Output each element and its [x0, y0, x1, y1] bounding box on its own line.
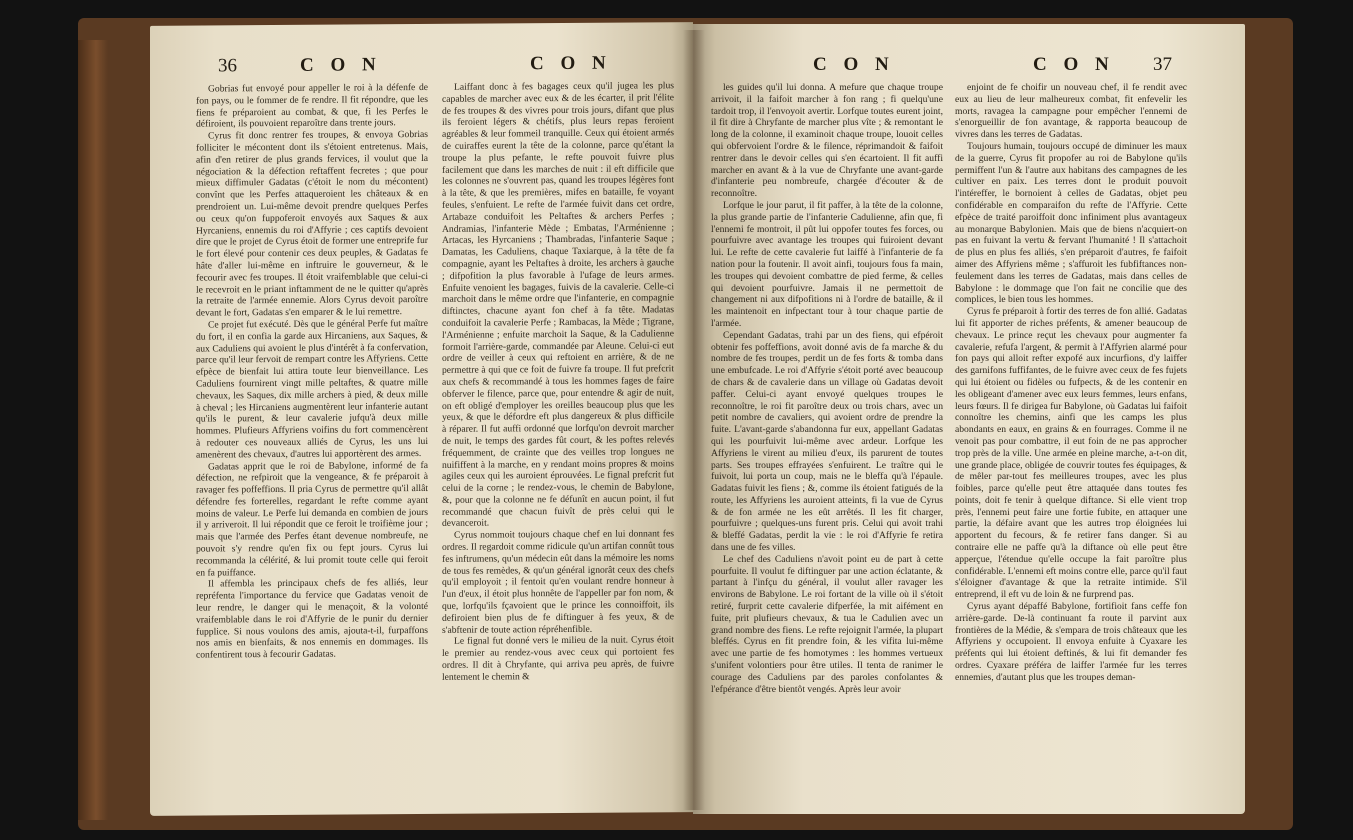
right-page-column-2 — [955, 82, 1187, 802]
left-page-column-2 — [442, 80, 674, 802]
paragraph: Gadatas apprit que le roi de Babylone, informé de fa défection, ne refpiroit que la vengeance, & fe préparoit à ravager fes poffeffions. Il pria Cyrus de permettre qu'il allât défendre fes forterelles, regardant le refte comme ayant moins de valeur. Le Perfe lui demanda en combien de jours il y arriveroit. Il lui répondit que ce feroit le troifième jour ; mais que l'armée des Perfes étant devenue nombreufe, ne pouvoit s'y rendre qu'en fix ou fept jours. Cyrus lui recommanda la célérité, & lui promit toute celle qui feroit en fa puiffance. — [196, 459, 428, 579]
left-page — [150, 22, 693, 816]
paragraph: Cyrus nommoit toujours chaque chef en lui donnant fes ordres. Il regardoit comme ridicule qu'un artifan connût tous fes inftrumens, qu'un médecin eût dans la mémoire les noms de tous fes remèdes, & qu'un général ignorât ceux des chefs qu'il employoit ; il fentoit qu'en voulant rendre honneur à l'un d'eux, il étoit plus honnête de l'appeller par fon nom, & que, lorfqu'ils fçavoient que le prince les connoiffoit, ils defiroient bien plus de fe diftinguer à fes yeux, & de s'abftenir de toute action répréhenfible. — [442, 528, 674, 636]
paragraph: les guides qu'il lui donna. A mefure que chaque troupe arrivoit, il la faifoit marcher à fon rang ; fi quelqu'une tardoit trop, il l'envoyoit avertir. Lorfque toutes eurent joint, il fit dire à Chryfante de marcher plus vîte ; & remontant le long de la colonne, il examinoit chaque troupe, louoit celles qui obfervoient l'ordre & le filence, réprimandoit & faifoit rentrer dans le devoir celles qui s'en écartoient. Il fit auffi marcher en avant & à la vue de Chryfante une avant-garde d'infanterie peu nombreufe, chargée d'écouter & de reconnoître. — [711, 82, 943, 200]
right-page — [693, 24, 1245, 814]
paragraph: Laiffant donc à fes bagages ceux qu'il jugea les plus capables de marcher avec eux & de les écarter, il prit l'élite de fes troupes & des vivres pour trois jours, difant que plus ils feroient légers & chétifs, plus leurs repas feroient agréables & leur fommeil tranquille. Ceux qui étoient armés de cuiraffes eurent la tête de la colonne, parce qu'étant la troupe la plus pefante, le refte pouvoit fuivre plus facilement que dans les marches de nuit : il eft difficile que les colonnes ne s'ouvrent pas, quand les troupes légères font à la tête, & que les premières, mifes en bataille, fe voyant feules, s'enfuient. Le refte de l'armée fuivit dans cet ordre, Artabaze conduifoit les Peltaftes & archers Perfes ; Andramias, l'infanterie Mède ; Embatas, l'Arménienne ; Artacas, les Hyrcaniens ; Thambradas, l'infanterie Saque ; Damatas, les Caduliens, chaque Taxiarque, à la tête de fa compagnie, ayant les Peltaftes à droite, les archers à gauche ; difpofition la plus favorable à l'ufage de leurs armes. Enfuite venoient les bagages, fuivis de la cavalerie. Celle-ci marchoit dans le même ordre que l'infanterie, en compagnie diftinctes, chacune ayant fon chef à fa tête. Madatas conduifoit la cavalerie Perfe ; Rambacas, la Mède ; Tigrane, l'Arménienne ; enfuite marchoit la Saque, & la Cadulienne formoit l'arrière-garde, commandée par Aleune. Celui-ci eut ordre de veiller à ceux qui reftoient en arrière, & de ne permettre à qui que ce foit de fuivre fa troupe. Il fut prefcrit aux chefs & recommandé à tous les hommes fages de faire obferver le filence, parce que, pour entendre & agir de nuit, on eft obligé d'employer les oreilles beaucoup plus que les yeux, & que le défordre eft plus dangereux & plus difficile à réparer. Il fut auffi ordonné que lorfqu'on devroit marcher de nuit, le temps des gardes fût court, & les poftes relevés fréquemment, de crainte que des veilles trop longues ne nuififfent à la marche, en y rendant moins propres & moins agiles ceux qui les auroient éprouvées. Le fignal prefcrit fut celui de la corne ; le rendez-vous, le chemin de Babylone, &, pour que la colonne ne fe défunît en aucun point, il fut recommandé que chacun fuivît de près celui qui le devanceroit. — [442, 80, 674, 530]
paragraph: Lorfque le jour parut, il fit paffer, à la tête de la colonne, la plus grande partie de l'infanterie Cadulienne, afin que, fi l'ennemi fe montroit, il pût lui oppofer toutes fes forces, ou pourfuivre avec avantage les troupes qui fuiroient devant lui. Le refte de cette cavalerie fut laiffé à l'infanterie de fa nation pour la foutenir. Il avoit ainfi, toujours fous fa main, les troupes qui devoient combattre de pied ferme, & celles qui devoient pourfuivre. Jamais il ne permettoit de changement ni aux difpofitions ni à l'ordre de bataille, & il les maintenoit en infpectant tour à tour chaque partie de l'armée. — [711, 199, 943, 329]
running-head-right-1: C O N — [813, 54, 895, 75]
book-edge — [78, 40, 108, 820]
paragraph: Cependant Gadatas, trahi par un des fiens, qui efpéroit obtenir fes poffeffions, avoit donné avis de fa marche & du nombre de fes troupes, perdit un de fes forts & tomba dans une embufcade. Le roi d'Affyrie s'étoit porté avec beaucoup de chars & de cavalerie dans un village où Gadatas devoit paffer. Celui-ci ayant envoyé quelques troupes le reconnoître, le roi fit paroître deux ou trois chars, avec un petit nombre de cavaliers, qui avoient ordre de prendre la fuite. L'avant-garde s'abandonna fur eux, appellant Gadatas qui les pourfuivit lui-même avec ardeur. Lorfque les Affyriens le virent au milieu d'eux, ils parurent de toutes parts. Ses troupes effrayées s'enfuirent. Le traître qui le fuivoit, lui porta un coup, mais ne le bleffa qu'à l'épaule. Gadatas fuivit les fiens ; &, comme ils étoient fatigués de la route, les Affyriens les auroient atteints, fi la vue de Cyrus & de fon armée ne les eût arrêtés. Il les fit charger, pourfuivre ; quelques-uns furent pris. Celui qui avoit trahi & bleffé Gadatas, perdit la vie : le roi d'Affyrie fe retira dans une de fes villes. — [711, 329, 943, 554]
paragraph: Le fignal fut donné vers le milieu de la nuit. Cyrus étoit le premier au rendez-vous avec ceux qui portoient fes ordres. Il dit à Chryfante, qui arriva peu après, de fuivre lentement le chemin & — [442, 634, 674, 683]
paragraph: Gobrias fut envoyé pour appeller le roi à la défenfe de fon pays, ou le fommer de fe rendre. Il fit répondre, que les fiens fe préparoient au combat, & que, fi les Perfes le défiroient, ils pouvoient reparoître dans trente jours. — [196, 81, 428, 130]
right-page-column-1 — [711, 82, 943, 802]
page-number-right: 37 — [1153, 54, 1172, 75]
running-head-left-2: C O N — [530, 52, 612, 75]
paragraph: Il affembla les principaux chefs de fes alliés, leur repréfenta l'importance du fervice que Gadatas venoit de leur rendre, le danger qui le menaçoit, & la volonté vraifemblable dans le roi d'Affyrie de le punir du dernier fupplice. Si nous voulons des amis, ajouta-t-il, furpaffons nos amis en bienfaits, & nos ennemis en dommages. Ils confentirent tous à fecourir Gadatas. — [196, 577, 428, 661]
paragraph: Le chef des Caduliens n'avoit point eu de part à cette pourfuite. Il voulut fe diftinguer par une action éclatante, & partant à l'infçu du général, il voulut aller ravager les environs de Babylone. Le roi fortant de la ville où il s'étoit retiré, furprit cette cavalerie difperfée, la mit aifément en fuite, prit plufieurs chevaux, & tua le Cadulien avec un grand nombre des fiens. Le refte rejoignit l'armée, la plupart bleffés. Cyrus en fit prendre foin, & les vifita lui-même avec une partie de fes homotymes : les hommes vertueux s'unifent volontiers pour être utiles. Il tenta de ranimer le courage des Caduliens par des paroles confolantes & l'efpérance d'être bientôt vengés. Après leur avoir — [711, 553, 943, 695]
left-page-column-1 — [196, 82, 428, 804]
paragraph: enjoint de fe choifir un nouveau chef, il fe rendit avec eux au lieu de leur malheureux combat, fit enfevelir les morts, ravagea la campagne pour empêcher l'ennemi de s'enorgueillir de fon avantage, & rapporta beaucoup de vivres dans les terres de Gadatas. — [955, 82, 1187, 141]
paragraph: Toujours humain, toujours occupé de diminuer les maux de la guerre, Cyrus fit propofer au roi de Babylone qu'ils permiffent l'un & l'autre aux habitans des campagnes de les cultiver en paix. Les terres dont le produit pouvoit l'intéreffer, le bornoient à celles de Gadatas, objet peu confidérable en comparaifon du refte de l'Affyrie. Cette efpèce de traité paroiffoit donc infiniment plus avantageux au monarque Babylonien. Mais que de biens n'acquiert-on pas en fuivant la vertu & fervant l'humanité ! Il s'attachoit de plus en plus fes alliés, s'en préparoit d'autres, fe faifoit aimer des Affyriens même ; s'affuroit les fubfiftances non-feulement dans les terres de Gadatas, mais dans celles de Babylone : le dommage que l'on fait ne concilie que des complices, le bien tous les hommes. — [955, 140, 1187, 306]
paragraph: Cyrus fit donc rentrer fes troupes, & envoya Gobrias folliciter le mécontent dont ils s'étoient entretenus. Mais, afin d'en retirer de plus grands fervices, il voulut que la négociation & la défection reftaffent fecretes ; que pour mieux diffimuler Gadatas (c'étoit le nom du mécontent) convînt que les Perfes attaqueroient les châteaux & en prendroient un. Lui-même devoit prendre quelques Perfes ou ceux qu'on fuppoferoit envoyés aux Saques & aux Hyrcaniens, ennemis du roi d'Affyrie ; ces captifs devoient dire que le projet de Cyrus étoit de former une entreprife fur le fort élevé pour contenir ces deux peuples, & Gadatas fe hâte d'aller lui-même en inftruire le gouverneur, & le fecourir avec fes troupes. Il étoit vraifemblable que celui-ci le recevroit en le priant inftamment de ne le quitter qu'après la retraite de l'armée ennemie. Alors Cyrus devoit paroître devant le fort, Gadatas s'en emparer & le lui remettre. — [196, 129, 428, 319]
paragraph: Cyrus fe préparoit à fortir des terres de fon allié. Gadatas lui fit apporter de riches préfents, & amener beaucoup de chevaux. Le prince reçut les chevaux pour augmenter fa cavalerie, refufa l'argent, & permit à l'Affyrien alarmé pour fon pays qui alloit refter expofé aux incurfions, d'y laiffer des garnifons fuffifantes, de le fuivre avec ceux de fes fujets qui lui étoient ou fidèles ou fufpects, & de les contenir en les obligeant d'amener avec eux leurs femmes, leurs enfans, leurs fœurs. Il fe dirigea fur Babylone, où Gadatas lui faifoit connoître les chemins, ainfi que les camps les plus abondants en eaux, en grains & en fourrages. Comme il ne venoit pas pour combattre, il eut foin de ne pas approcher trop près de la ville. Une armée en pleine marche, a-t-on dit, une grande place, obligée de couvrir toutes fes équipages, & de mêler par-tout fes meilleures troupes, avec les plus foibles, parce qu'elle peut être attaquée dans toutes fes points, doit fe tenir à quelque diftance. Si elle vient trop près, l'ennemi peut faire une fortie fubite, en attaquer une partie, la défaire avant que les autres trop éloignées lui apportent du fecours, & fe retirer fans danger. Si au contraire elle ne paffe qu'à la diftance où elle peut être apperçue, l'étendue qu'elle occupe la fait paroître plus confidérable. L'ennemi eft moins contre elle, parce qu'il faut s'éloigner d'avantage & que la retraite intimide. S'il entreprend, il eft vu de loin & ne furprend pas. — [955, 306, 1187, 601]
paragraph: Cyrus ayant dépaffé Babylone, fortifioit fans ceffe fon arrière-garde. De-là continuant fa route il parvint aux frontières de la Médie, & s'empara de trois châteaux que les Affyriens y occupoient. Il envoya enfuite à Cyaxare les préfents qui lui étoient deftinés, & lui fit demander fes ordres. Cyaxare préféra de laiffer l'armée fur les terres ennemies, d'autant plus que les troupes deman- — [955, 601, 1187, 683]
running-head-left-1: C O N — [300, 54, 382, 76]
paragraph: Ce projet fut exécuté. Dès que le général Perfe fut maître du fort, il en confia la garde aux Hircaniens, aux Saques, & aux Caduliens qui avoient le plus d'intérêt à fa confervation, parce qu'il leur fervoit de rempart contre les Affyriens. Cette efpèce de bienfait lui attira toute leur bienveillance. Les Caduliens fournirent vingt mille peltaftes, & quatre mille chevaux, les Saques, dix mille archers à pied, & deux mille à cheval ; les Hircaniens augmentèrent leur infanterie autant qu'ils le purent, & leur cavalerie jufqu'à deux mille hommes. Plufieurs Affyriens voifins du fort commencèrent à redouter ces nouveaux alliés de Cyrus, les uns lui amenèrent des chevaux, d'autres lui apportèrent des armes. — [196, 317, 428, 461]
running-head-right-2: C O N — [1033, 54, 1115, 75]
page-number-left: 36 — [218, 55, 237, 77]
book-gutter — [683, 30, 705, 810]
